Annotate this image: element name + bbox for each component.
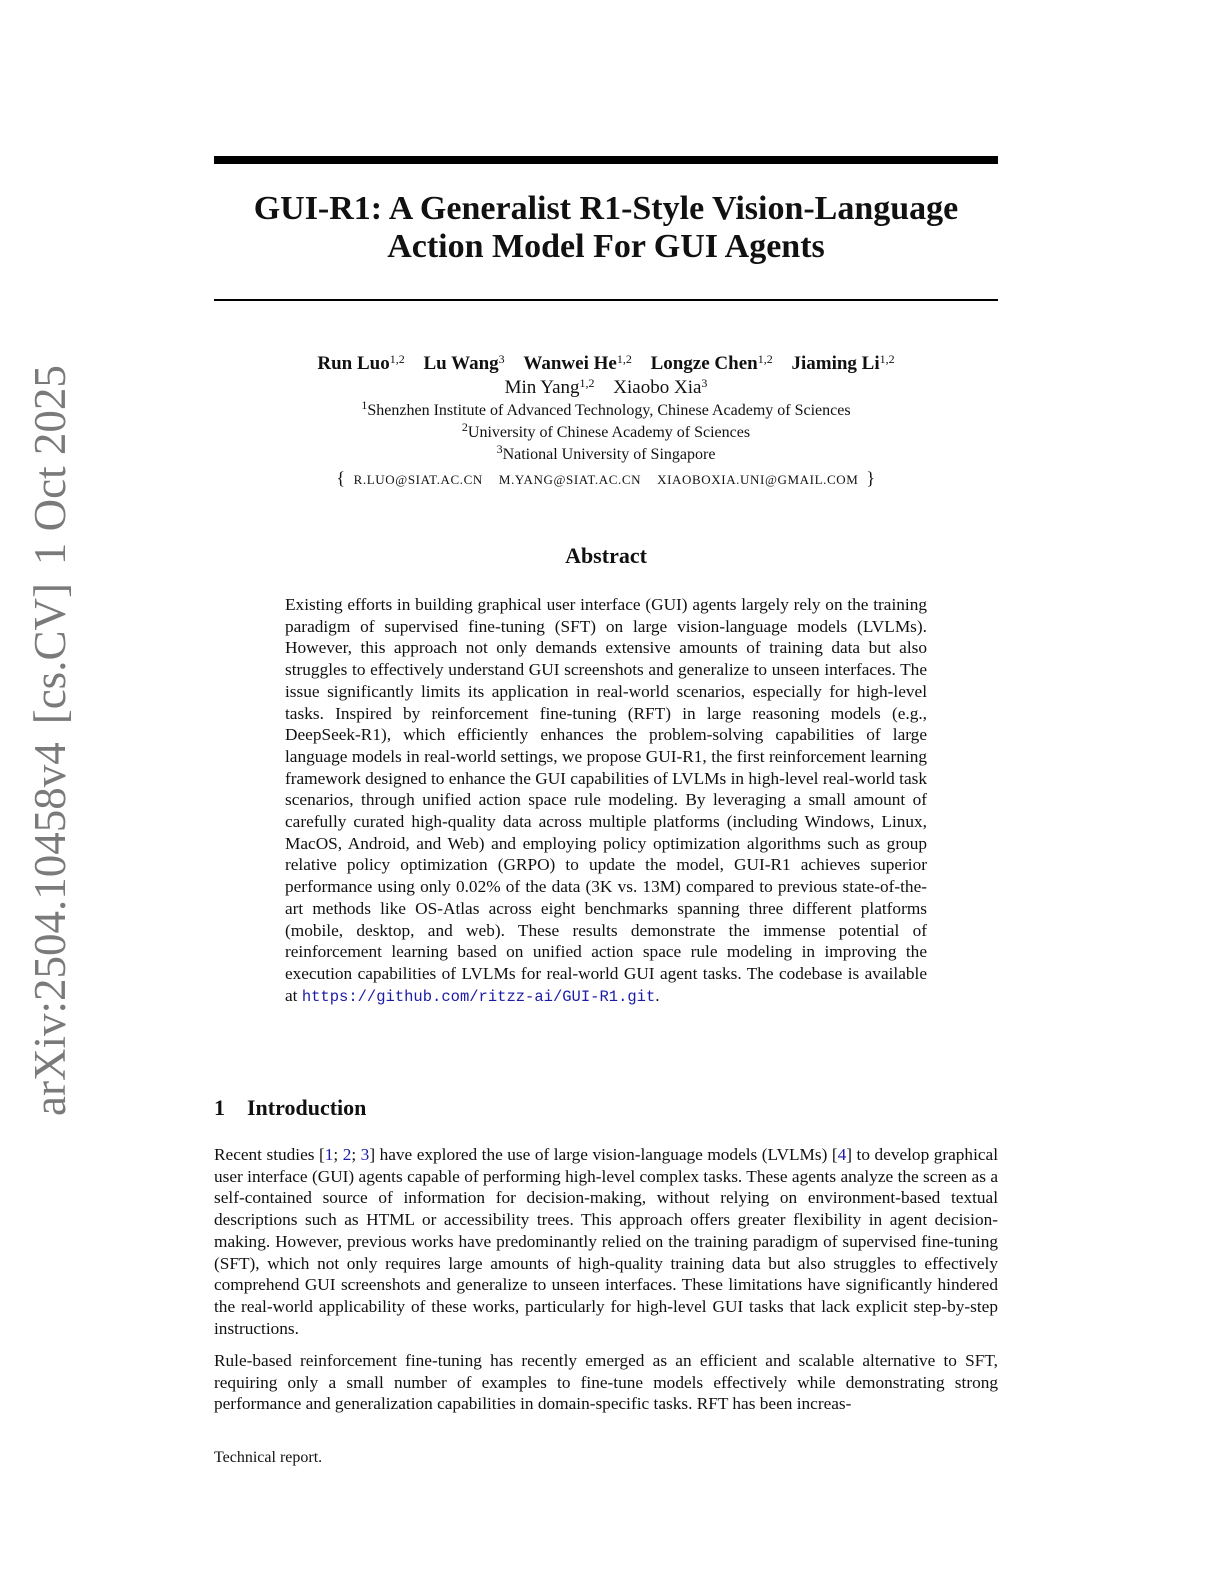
author: Wanwei He$^{1,2}$ [523, 352, 632, 374]
citation-link[interactable]: 4 [837, 1145, 847, 1164]
intro-paragraph-2: Rule-based reinforcement fine-tuning has recently emerged as an efficient and scalable alternative to SFT, requiring only a small number of examples to fine-tune models effectively while demonstrating strong performance and generalization capabilities in domain-specific tasks. RFT has been increas- [214, 1351, 998, 1414]
email-list: { R.LUO@SIAT.AC.CN M.YANG@SIAT.AC.CN XIAOBOXIA.UNI@GMAIL.COM } [336, 468, 876, 488]
author: Longze Chen$^{1,2}$ [650, 352, 773, 374]
section-heading-introduction: 1 Introduction [214, 1095, 367, 1120]
author: Xiaobo Xia$^3$ [613, 376, 708, 398]
authors-row-2 [214, 376, 998, 400]
codebase-link[interactable]: https://github.com/ritzz-ai/GUI-R1.git [301, 987, 656, 1006]
paper-title [214, 190, 998, 266]
affiliation: $^1$Shenzhen Institute of Advanced Technology, Chinese Academy of Sciences [361, 398, 851, 419]
abstract-heading: Abstract [565, 543, 647, 568]
footnote-technical-report: Technical report. [214, 1449, 323, 1466]
arxiv-sidebar-stamp [25, 347, 75, 1116]
affiliation: $^3$National University of Singapore [496, 442, 716, 463]
author: Jiaming Li$^{1,2}$ [791, 352, 895, 374]
title-top-rule [214, 156, 998, 164]
affiliation: $^2$University of Chinese Academy of Sciences [461, 420, 751, 441]
author: Min Yang$^{1,2}$ [504, 376, 595, 398]
title-line-2: Action Model For GUI Agents [387, 228, 825, 265]
arxiv-date: 1 Oct 2025 [25, 365, 75, 566]
citation-link[interactable]: 2 [342, 1145, 352, 1164]
email: XIAOBOXIA.UNI@GMAIL.COM [657, 472, 859, 487]
intro-paragraph-1: Recent studies [1; 2; 3] have explored the use of large vision-language models (LVLMs) [4] to develop graphical user interface (GUI) agents capable of performing high-level complex tasks. These agents analyze the screen as a self-contained source of information for decision-making, without relying on environment-based textual descriptions such as HTML or accessibility trees. This approach offers greater flexibility in agent decision-making. However, previous works have predominantly relied on the training paradigm of supervised fine-tuning (SFT), which not only requires large amounts of high-quality training data but also struggles to effectively comprehend GUI screenshots and generalize to unseen interfaces. These limitations have significantly hindered the real-world applicability of these works, particularly for high-level GUI tasks that lack explicit step-by-step instructions. [214, 1145, 999, 1338]
abstract-body: Existing efforts in building graphical user interface (GUI) agents largely rely on the training paradigm of supervised fine-tuning (SFT) on large vision-language models (LVLMs). However, this approach not only demands extensive amounts of training data but also struggles to effectively understand GUI screenshots and generalize to unseen interfaces. The issue significantly limits its application in real-world scenarios, especially for high-level tasks. Inspired by reinforcement fine-tuning (RFT) in large reasoning models (e.g., DeepSeek-R1), which efficiently enhances the problem-solving capabilities of large language models in real-world settings, we propose GUI-R1, the first reinforcement learning framework designed to enhance the GUI capabilities of LVLMs in high-level real-world task scenarios, through unified action space rule modeling. By leveraging a small amount of carefully curated high-quality data across multiple platforms (including Windows, Linux, MacOS, Android, and Web) and employing policy optimization algorithms such as group relative policy optimization (GRPO) to update the model, GUI-R1 achieves superior performance using only 0.02% of the data (3K vs. 13M) compared to previous state-of-the-art methods like OS-Atlas across eight benchmarks spanning three different platforms (mobile, desktop, and web). These results demonstrate the immense potential of reinforcement learning based on unified action space rule modeling in improving the execution capabilities of LVLMs for real-world GUI agent tasks. The codebase is available at https://github.com/ritzz-ai/GUI-R1.git. [285, 595, 927, 1006]
author: Run Luo$^{1,2}$ [317, 352, 405, 374]
title-line-1: GUI-R1: A Generalist R1-Style Vision-Language [253, 190, 959, 227]
authors-row-1 [214, 352, 998, 376]
citation-link[interactable]: 1 [324, 1145, 334, 1164]
author: Lu Wang$^3$ [423, 352, 505, 374]
citation-link[interactable]: 3 [360, 1145, 370, 1164]
arxiv-category: [cs.CV] [25, 583, 75, 725]
title-bottom-rule [214, 299, 998, 301]
email: M.YANG@SIAT.AC.CN [498, 472, 642, 487]
arxiv-id: arXiv:2504.10458v4 [25, 742, 75, 1116]
author-block [214, 352, 998, 492]
email: R.LUO@SIAT.AC.CN [353, 472, 483, 487]
